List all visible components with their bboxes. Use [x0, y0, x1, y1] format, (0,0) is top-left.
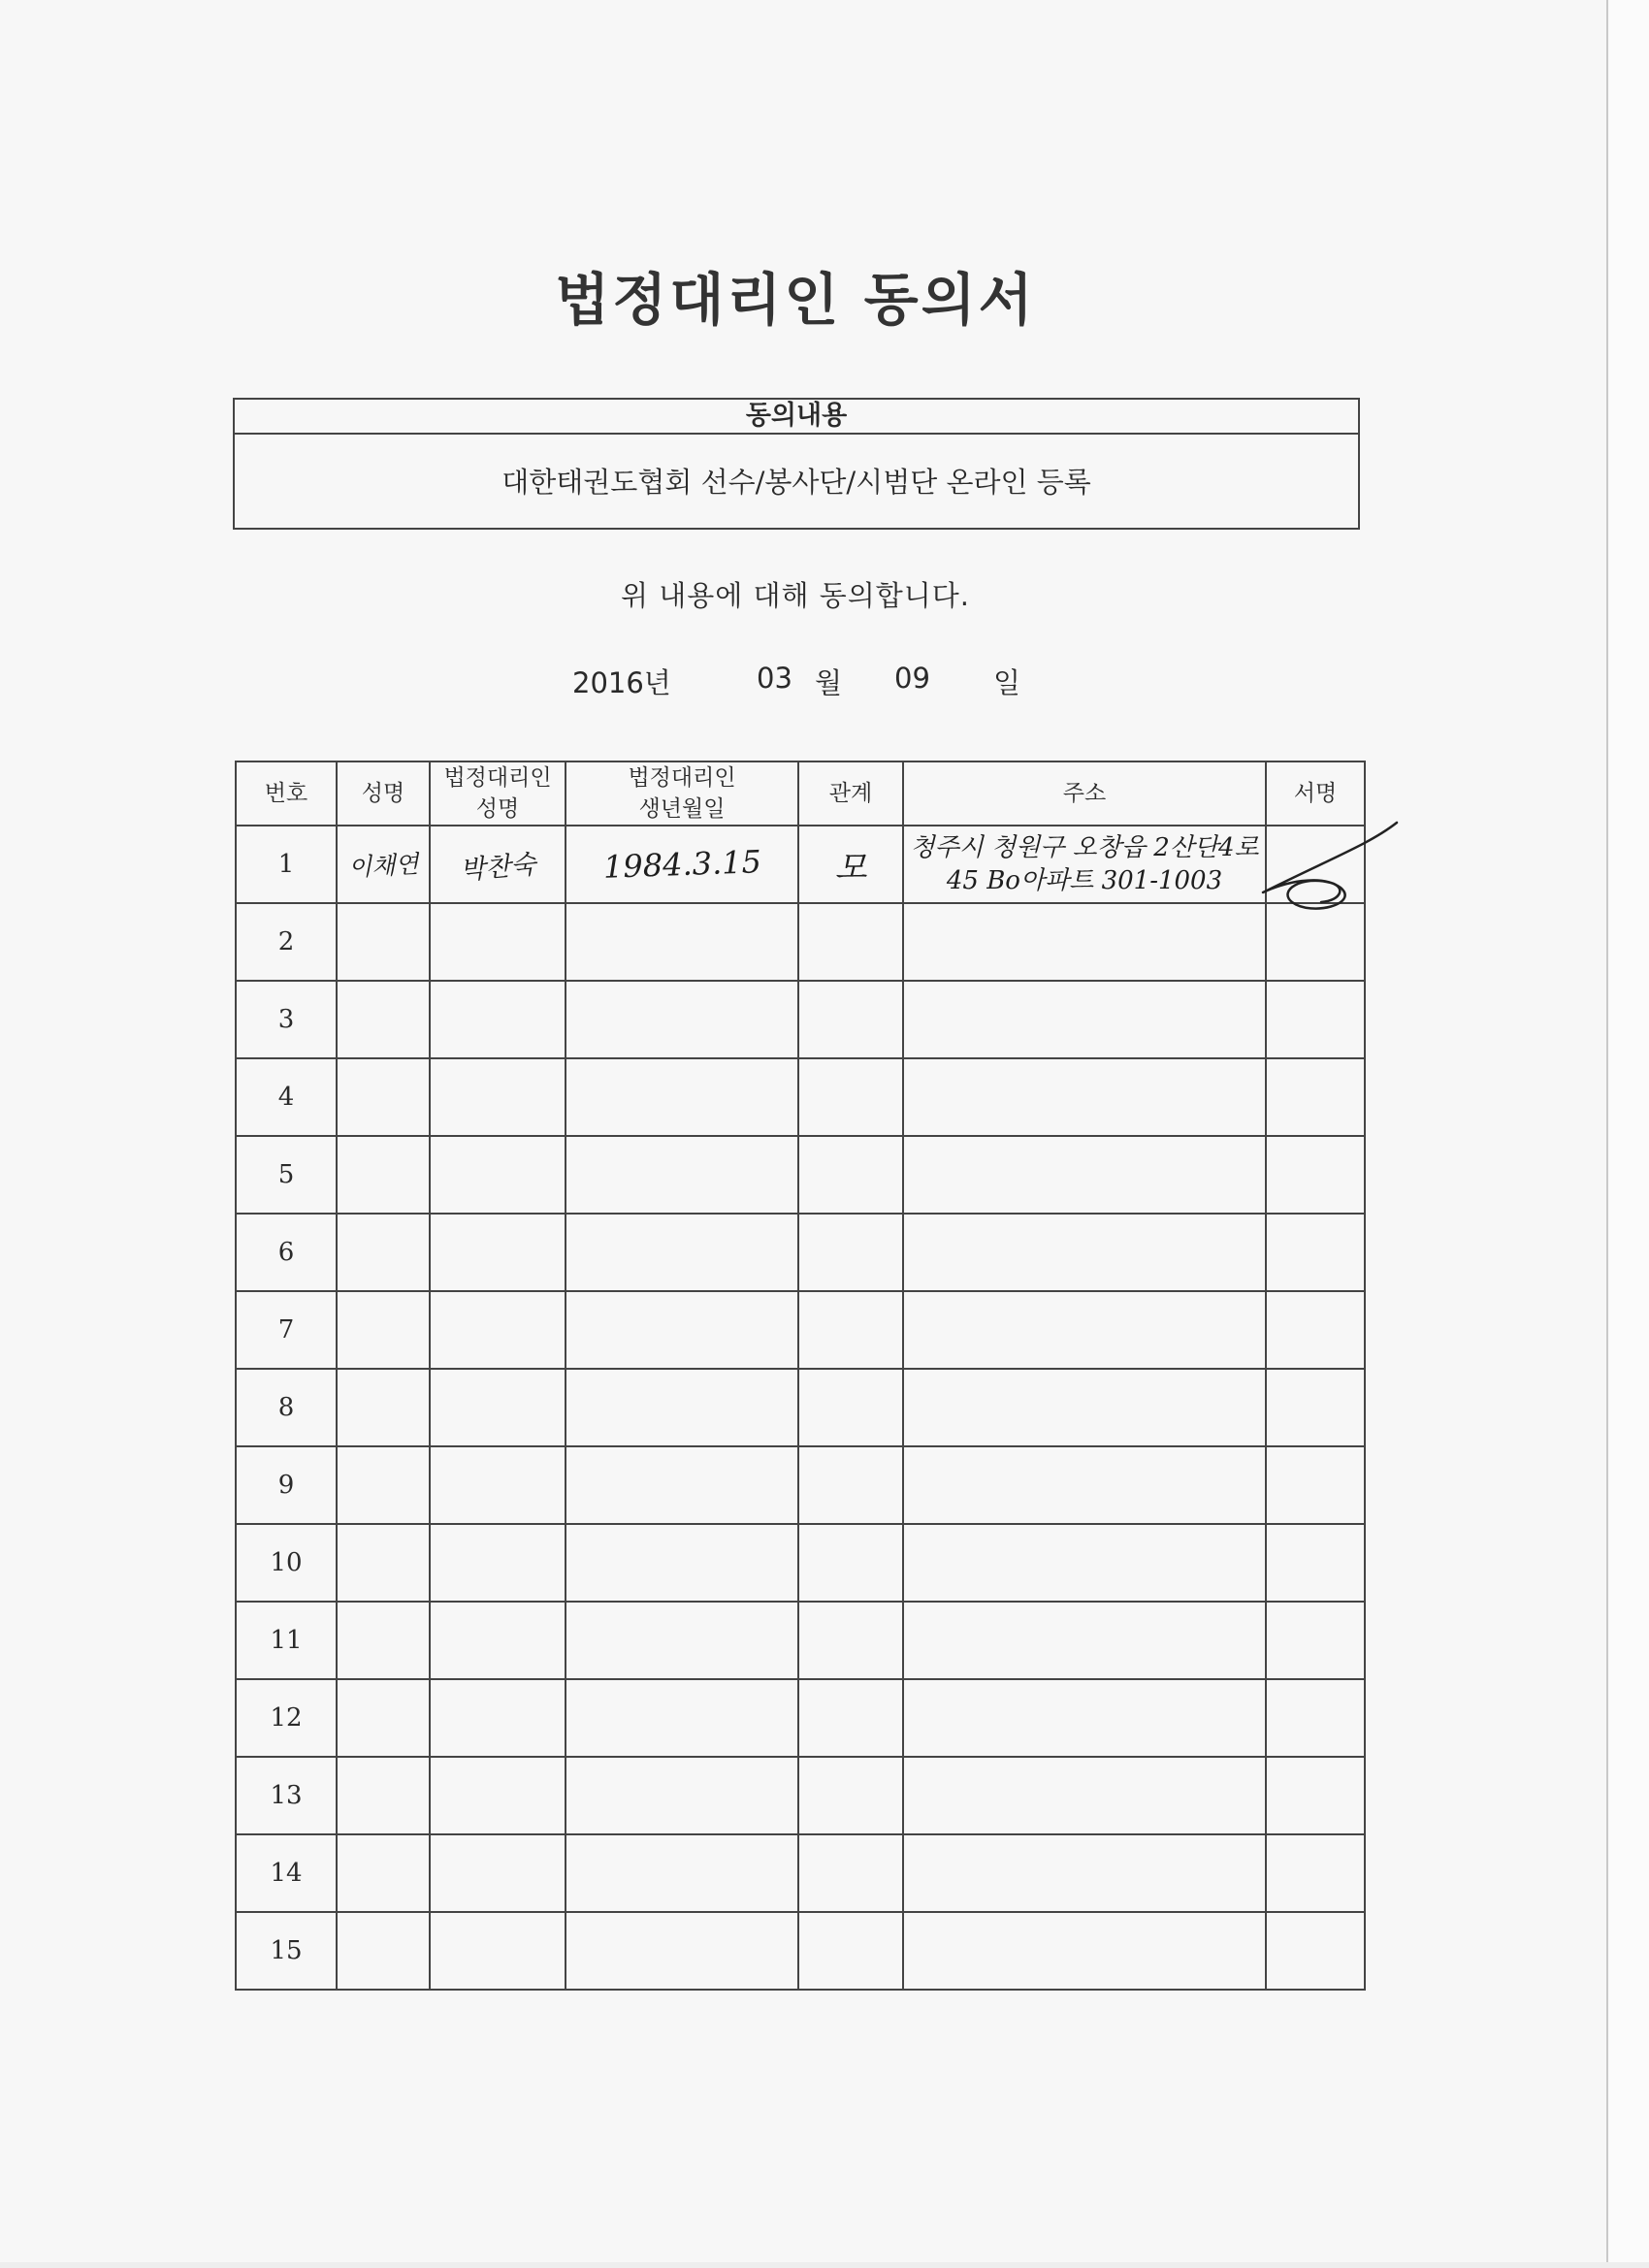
table-row — [236, 1214, 1365, 1291]
handwritten-guardian-birth: 1984.3.15 — [601, 843, 762, 886]
cell-no: 13 — [236, 1757, 337, 1834]
handwritten-name: 이채연 — [347, 850, 420, 882]
cell-no: 14 — [236, 1834, 337, 1912]
table-row — [236, 1136, 1365, 1214]
table-row — [236, 1524, 1365, 1602]
header-address: 주소 — [903, 761, 1266, 826]
header-guardian-name-line1: 법정대리인 — [443, 765, 552, 791]
cell-no: 15 — [236, 1912, 337, 1990]
cell-no: 11 — [236, 1602, 337, 1679]
header-guardian-birth-line1: 법정대리인 — [628, 765, 736, 791]
table-row — [236, 1446, 1365, 1524]
cell-relation — [798, 826, 903, 903]
cell-no: 4 — [236, 1058, 337, 1136]
header-guardian-birth — [566, 761, 798, 826]
cell-no: 2 — [236, 903, 337, 981]
cell-name — [337, 826, 430, 903]
table-row — [236, 1602, 1365, 1679]
handwritten-address-line1: 청주시 청원구 오창읍 2산단4로 — [910, 833, 1259, 862]
cell-no: 10 — [236, 1524, 337, 1602]
cell-no: 9 — [236, 1446, 337, 1524]
table-row — [236, 903, 1365, 981]
cell-no: 6 — [236, 1214, 337, 1291]
scan-edge-right — [1606, 0, 1649, 2268]
cell-no: 3 — [236, 981, 337, 1058]
header-name: 성명 — [337, 761, 430, 826]
table-row — [236, 1757, 1365, 1834]
handwritten-guardian-name: 박찬숙 — [458, 849, 537, 886]
header-guardian-name-line2: 성명 — [475, 796, 520, 822]
cell-no: 5 — [236, 1136, 337, 1214]
handwritten-address-line2: 45 Bo아파트 301-1003 — [946, 866, 1223, 895]
roster-table — [235, 761, 1366, 1991]
cell-guardian-birth — [566, 826, 798, 903]
table-row — [236, 1834, 1365, 1912]
consent-body: 대한태권도협회 선수/봉사단/시범단 온라인 등록 — [501, 466, 1091, 499]
consent-header: 동의내용 — [235, 400, 1358, 435]
header-guardian-name — [430, 761, 566, 826]
table-row — [236, 1369, 1365, 1446]
scan-edge-bottom — [0, 2262, 1649, 2268]
date-day-unit: 일 — [993, 666, 1021, 699]
cell-no: 1 — [236, 826, 337, 903]
table-row — [236, 1912, 1365, 1990]
date-month-unit: 월 — [815, 666, 843, 699]
table-row — [236, 1291, 1365, 1369]
header-guardian-birth-line2: 생년월일 — [638, 796, 726, 822]
date-month: 03 — [757, 662, 792, 695]
table-row — [236, 1058, 1365, 1136]
handwritten-relation: 모 — [834, 848, 867, 888]
table-row — [236, 1679, 1365, 1757]
table-row — [236, 826, 1365, 903]
date-year: 2016년 — [572, 666, 671, 699]
document-title: 법정대리인 동의서 — [555, 267, 1036, 333]
consent-box — [233, 398, 1360, 530]
cell-address — [903, 826, 1266, 903]
cell-no: 12 — [236, 1679, 337, 1757]
cell-no: 7 — [236, 1291, 337, 1369]
header-relation: 관계 — [798, 761, 903, 826]
table-header-row — [236, 761, 1365, 826]
cell-no: 8 — [236, 1369, 337, 1446]
date-day: 09 — [894, 662, 930, 695]
header-no: 번호 — [236, 761, 337, 826]
table-row — [236, 981, 1365, 1058]
header-signature: 서명 — [1266, 761, 1365, 826]
agree-statement: 위 내용에 대해 동의합니다. — [620, 579, 971, 612]
cell-guardian-name — [430, 826, 566, 903]
handwritten-signature — [1253, 815, 1399, 922]
